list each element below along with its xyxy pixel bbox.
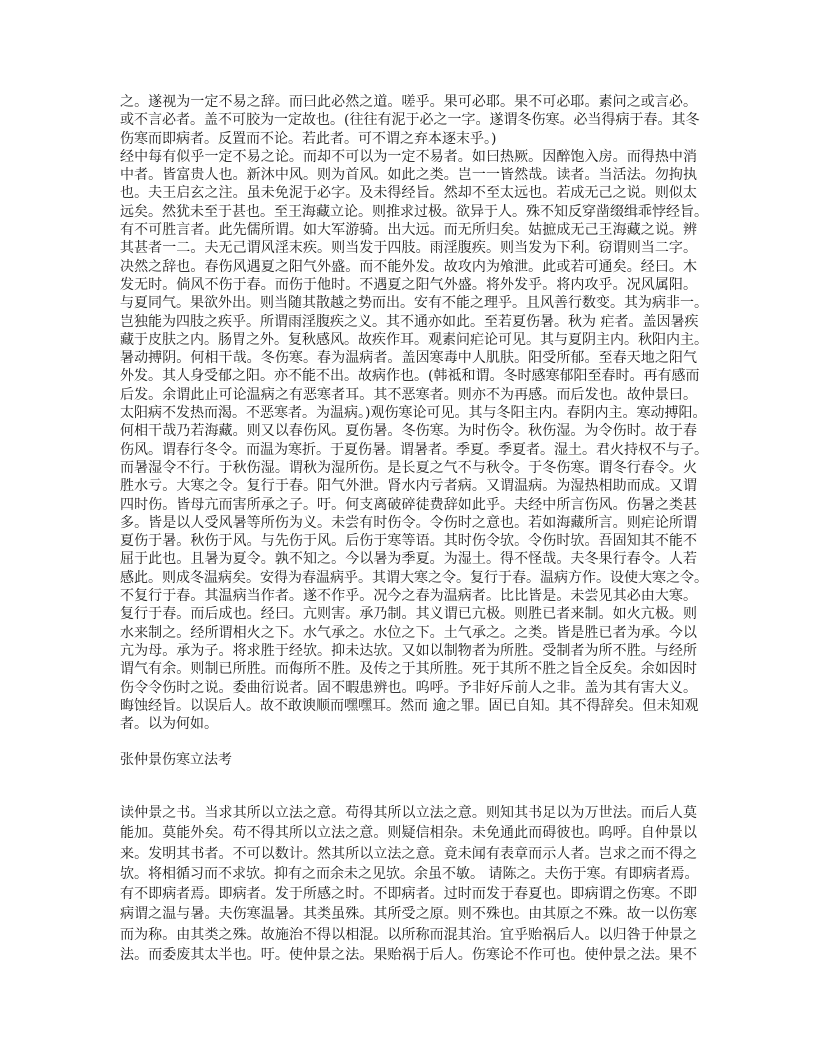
text-line: 不复行于春。其温病当作者。遂不作乎。况今之春为温病者。比比皆是。未尝见其必由大寒。 — [120, 588, 697, 605]
text-line: 经中每有似乎一定不易之论。而却不可以为一定不易者。如曰热厥。因醉饱入房。而得热中消 — [120, 148, 697, 165]
text-line: 也。夫王启玄之注。虽未免泥于必字。及未得经旨。然却不至太远也。若成无己之说。则似太 — [120, 185, 697, 202]
text-line: 夏伤于暑。秋伤于风。与先伤于风。后伤于寒等语。其时伤令欤。令伤时欤。吾固知其不能不 — [120, 533, 697, 550]
text-line: 与夏同气。果欲外出。则当随其散越之势而出。安有不能之理乎。且风善行数变。其为病非一。 — [120, 295, 708, 312]
text-line: 四时伤。皆母亢而害所承之子。吁。何支离破碎徒费辞如此乎。夫经中所言伤风。伤暑之类甚 — [120, 496, 697, 513]
text-line: 而为称。由其类之殊。故施治不得以相混。以所称而混其治。宜乎贻祸后人。以归咎于仲景之 — [120, 926, 697, 943]
text-line: 复行于春。而后成也。经曰。亢则害。承乃制。其义谓已亢极。则胜已者来制。如火亢极。则 — [120, 606, 697, 623]
paragraph — [120, 803, 697, 965]
text-line: 谓气有余。则制已所胜。而侮所不胜。及传之于其所胜。死于其所不胜之旨全反矣。余如因时 — [120, 661, 697, 678]
text-line: 晦蚀经旨。以误后人。故不敢谀顺而嘿嘿耳。然而 逾之罪。固已自知。其不得辞矣。但未知观 — [120, 697, 699, 714]
text-line: 欤。将相循习而不求欤。抑有之而余未之见欤。余虽不敏。 请陈之。夫伤于寒。有即病者焉。 — [120, 865, 699, 882]
section-title: 张仲景伤寒立法考 — [120, 752, 232, 768]
text-line: 岂独能为四肢之疾乎。所谓雨淫腹疾之义。其不通亦如此。至若夏伤暑。秋为 疟者。盖因暑疾 — [120, 313, 699, 330]
text-line: 能加。莫能外矣。苟不得其所以立法之意。则疑信相杂。未免通此而碍彼也。呜呼。自仲景以 — [120, 825, 697, 842]
text-line: 而暑湿令不行。于秋伤湿。谓秋为湿所伤。是长夏之气不与秋令。于冬伤寒。谓冬行春令。火 — [120, 459, 697, 476]
text-line: 藏于皮肤之内。肠胃之外。复秋感风。故疾作耳。观素问疟论可见。其与夏阴主内。秋阳内主。 — [120, 331, 708, 348]
text-line: 伤风。谓春行冬令。而温为寒折。于夏伤暑。谓暑者。季夏。季夏者。湿土。君火持权不与子。 — [120, 441, 708, 458]
text-line: 发无时。倘风不伤于春。而伤于他时。不遇夏之阳气外盛。将外发乎。将内攻乎。况风属阳。 — [120, 276, 697, 293]
text-line: 后发。余谓此止可论温病之有恶寒者耳。其不恶寒者。则亦不为再感。而后发也。故仲景曰。 — [120, 386, 697, 403]
text-line: 法。而委废其太半也。吁。使仲景之法。果贻祸于后人。伤寒论不作可也。使仲景之法。果不 — [120, 947, 697, 964]
text-line: 病谓之温与暑。夫伤寒温暑。其类虽殊。其所受之原。则不殊也。由其原之不殊。故一以伤寒 — [120, 906, 697, 923]
section-1-body — [120, 93, 708, 733]
text-line: 其甚者一二。夫无己谓风淫末疾。则当发于四肢。雨淫腹疾。则当发为下利。窃谓则当二字。 — [120, 240, 697, 257]
text-line: 亢为母。承为子。将求胜于经欤。抑未达欤。又如以制物者为所胜。受制者为所不胜。与经所 — [120, 642, 697, 659]
text-line: 来。发明其书者。不可以数计。然其所以立法之意。竟未闻有表章而示人者。岂求之而不得之 — [120, 845, 697, 862]
text-line: 胜水亏。大寒之令。复行于春。阳气外泄。肾水内亏者病。又谓温病。为湿热相助而成。又谓 — [120, 478, 697, 495]
text-line: 或不言必者。盖不可胶为一定故也。(往往有泥于必之一字。遂谓冬伤寒。必当得病于春。其冬 — [120, 112, 700, 129]
paragraph — [120, 148, 708, 734]
text-line: 感此。则成冬温病矣。安得为春温病乎。其谓大寒之令。复行于春。温病方作。设使大寒之令。 — [120, 569, 708, 586]
text-line: 何相干哉乃若海藏。则又以春伤风。夏伤暑。冬伤寒。为时伤令。秋伤湿。为令伤时。故于春 — [120, 423, 697, 440]
text-line: 太阳病不发热而渴。不恶寒者。为温病。)观伤寒论可见。其与冬阳主内。春阴内主。寒动搏阳。 — [120, 405, 707, 422]
text-line: 屈于此也。且暑为夏令。孰不知之。今以暑为季夏。为湿土。得不怪哉。夫冬果行春令。人若 — [120, 551, 697, 568]
text-line: 读仲景之书。当求其所以立法之意。苟得其所以立法之意。则知其书足以为万世法。而后人莫 — [120, 805, 697, 821]
text-line: 伤令令伤时之说。委曲衍说者。固不暇患辨也。呜呼。予非好斥前人之非。盖为其有害大义。 — [120, 679, 697, 696]
text-line: 暑动搏阴。何相干哉。冬伤寒。春为温病者。盖因寒毒中人肌肤。阳受所郁。至春天地之阳气 — [120, 350, 697, 367]
text-line: 伤寒而即病者。反置而不论。若此者。可不谓之弃本逐末乎。) — [120, 130, 497, 147]
text-line: 外发。其人身受郁之阳。亦不能不出。故病作也。(韩祗和谓。冬时感寒郁阳至春时。再有感而 — [120, 368, 700, 385]
text-line: 多。皆是以人受风暑等所伤为义。未尝有时伤令。令伤时之意也。若如海藏所言。则疟论所谓 — [120, 514, 697, 531]
text-line: 远矣。然犹未至于甚也。至王海藏立论。则推求过极。欲异于人。殊不知反穿凿缀缉乖悖经旨。 — [120, 203, 708, 220]
section-2-body — [120, 803, 697, 965]
paragraph — [120, 93, 700, 148]
text-line: 有不可胜言者。此先儒所谓。如大军游骑。出大远。而无所归矣。姑摭成无己王海藏之说。辨 — [120, 222, 697, 239]
text-line: 水来制之。经所谓相火之下。水气承之。水位之下。土气承之。之类。皆是胜已者为承。今以 — [120, 624, 697, 641]
text-line: 者。以为何如。 — [120, 716, 218, 733]
text-line: 决然之辞也。春伤风遇夏之阳气外盛。而不能外发。故攻内为飧泄。此或若可通矣。经曰。木 — [120, 258, 697, 275]
text-line: 有不即病者焉。即病者。发于所感之时。不即病者。过时而发于春夏也。即病谓之伤寒。不即 — [120, 886, 697, 903]
text-line: 中者。皆富贵人也。新沐中风。则为首风。如此之类。岂一一皆然哉。读者。当活法。勿拘执 — [120, 167, 697, 184]
text-line: 之。遂视为一定不易之辞。而曰此必然之道。嗟乎。果可必耶。果不可必耶。素问之或言必。 — [120, 94, 697, 110]
